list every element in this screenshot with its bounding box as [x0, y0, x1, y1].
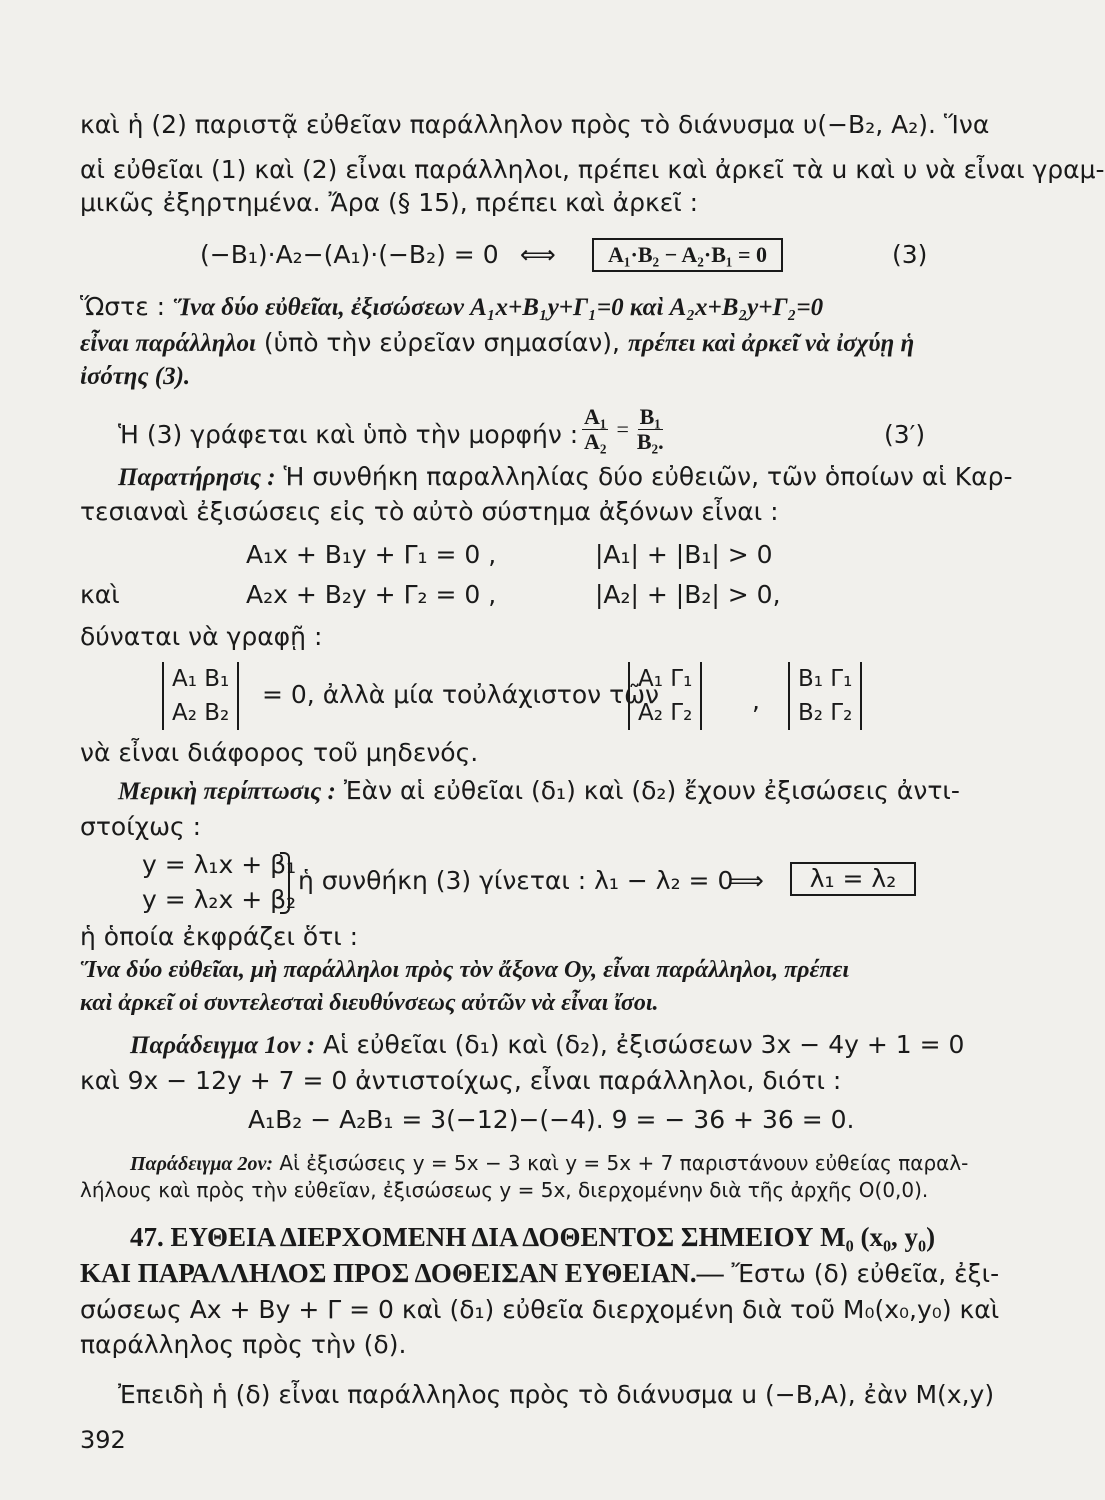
- example2-line-2: λήλους καὶ πρὸς τὴν εὐθεῖαν, ἐξισώσεως y = 5x, διερχομένην διὰ τῆς ἀρχῆς O(0,0).: [80, 1178, 929, 1202]
- system-eq-1: A₁x + B₁y + Γ₁ = 0 ,: [246, 540, 497, 569]
- intro-line-3: μικῶς ἐξηρτημένα. Ἄρα (§ 15), πρέπει καὶ ἀρκεῖ :: [80, 188, 699, 217]
- fraction-b: $\frac{\text{B₁}}{\text{B₂.}}$: [636, 404, 664, 454]
- special-brace: [280, 852, 290, 914]
- hoste-label: Ὥστε :: [80, 292, 166, 321]
- intro-line-2: αἱ εὐθεῖαι (1) καὶ (2) εἶναι παράλληλοι, πρέπει καὶ ἀρκεῖ τὰ u καὶ υ νὰ εἶναι γραμ-: [80, 155, 1105, 184]
- example2-title: Παράδειγμα 2ον:: [130, 1153, 274, 1175]
- system-cond-1: |A₁| + |B₁| > 0: [595, 540, 773, 569]
- intro-line-1: καὶ ἡ (2) παριστᾷ εὐθεῖαν παράλληλον πρὸς τὸ διάνυσμα υ(−B₂, A₂). Ἵνα: [80, 110, 990, 139]
- special-arrow: ⟹: [728, 866, 764, 895]
- system-kai: καὶ: [80, 580, 120, 609]
- example2-text-1: Αἱ ἐξισώσεις y = 5x − 3 καὶ y = 5x + 7 παριστάνουν εὐθείας παραλ-: [279, 1151, 969, 1175]
- system-eq-2: A₂x + B₂y + Γ₂ = 0 ,: [246, 580, 497, 609]
- equation-3p-fraction: $\frac{\text{A₁}}{\text{A₂}}$ = $\frac{\text{B₁}}{\text{B₂.}}$: [584, 404, 664, 454]
- remark-line-2: τεσιαναὶ ἐξισώσεις εἰς τὸ αὐτὸ σύστημα ἀξόνων εἶναι :: [80, 497, 779, 526]
- special-y2: y = λ₂x + β₂: [142, 885, 297, 914]
- hoste-statement: Ἵνα δύο εὐθεῖαι, ἐξισώσεων A₁x+B₁y+Γ₁=0 καὶ A₂x+B₂y+Γ₂=0: [173, 294, 824, 321]
- system-cond-2: |A₂| + |B₂| > 0,: [595, 580, 781, 609]
- page-number: 392: [80, 1426, 126, 1454]
- special-line-3: ἡ ὁποία ἐκφράζει ὅτι :: [80, 922, 359, 951]
- section-47-heading-2: [80, 1258, 999, 1289]
- example1-line-1: [130, 1030, 964, 1061]
- determinant-text: = 0, ἀλλὰ μία τοὐλάχιστον τῶν: [262, 680, 660, 709]
- example1-calc: A₁B₂ − A₂B₁ = 3(−12)−(−4). 9 = − 36 + 36 = 0.: [248, 1105, 855, 1134]
- hoste-sense: (ὑπὸ τὴν εὐρεῖαν σημασίαν),: [263, 328, 620, 357]
- equation-3-boxed: A₁·B₂ − A₂·B₁ = 0: [592, 238, 783, 272]
- example1-line-2: καὶ 9x − 12y + 7 = 0 ἀντιστοίχως, εἶναι παράλληλοι, διότι :: [80, 1066, 842, 1095]
- remark-line-4: νὰ εἶναι διάφορος τοῦ μηδενός.: [80, 738, 479, 767]
- remark-line-3: δύναται νὰ γραφῇ :: [80, 622, 323, 651]
- hoste-parallel: εἶναι παράλληλοι: [80, 330, 256, 357]
- special-boxed: λ₁ = λ₂: [790, 862, 916, 896]
- equation-3-arrow: ⟺: [520, 240, 556, 269]
- section-47-line-3: σώσεως Ax + By + Γ = 0 καὶ (δ₁) εὐθεῖα διερχομένη διὰ τοῦ M₀(x₀,y₀) καὶ: [80, 1295, 1000, 1324]
- hoste-condition: πρέπει καὶ ἀρκεῖ νὰ ἰσχύῃ ἡ: [627, 330, 915, 357]
- remark-text-1: Ἡ συνθήκη παραλληλίας δύο εὐθειῶν, τῶν ὁποίων αἱ Καρ-: [283, 462, 1013, 491]
- fraction-a: $\frac{\text{A₁}}{\text{A₂}}$: [584, 404, 607, 454]
- remark-title: Παρατήρησις :: [118, 464, 276, 491]
- determinant-ab: A₁ B₁ A₂ B₂: [162, 662, 239, 730]
- special-title: Μερικὴ περίπτωσις :: [118, 778, 336, 805]
- equation-3p-label: (3′): [884, 420, 926, 449]
- example1-text-1: Αἱ εὐθεῖαι (δ₁) καὶ (δ₂), ἐξισώσεων 3x − 4y + 1 = 0: [323, 1030, 965, 1059]
- section-47-heading-2-bold: ΚΑΙ ΠΑΡΑΛΛΗΛΟΣ ΠΡΟΣ ΔΟΘΕΙΣΑΝ ΕΥΘΕΙΑΝ.—: [80, 1258, 724, 1288]
- special-line-2: στοίχως :: [80, 812, 202, 841]
- equation-3-label: (3): [892, 240, 928, 269]
- example1-title: Παράδειγμα 1ον :: [130, 1032, 316, 1059]
- section-47-heading-1: 47. ΕΥΘΕΙΑ ΔΙΕΡΧΟΜΕΝΗ ΔΙΑ ΔΟΘΕΝΤΟΣ ΣΗΜΕΙΟΥ M₀ (x₀, y₀): [130, 1222, 936, 1252]
- special-y1: y = λ₁x + β₁: [142, 850, 297, 879]
- remark-line-1: [118, 462, 1012, 493]
- special-line-1: [118, 776, 960, 807]
- equation-3-left: (−B₁)·A₂−(A₁)·(−B₂) = 0: [200, 240, 499, 269]
- special-condition: ἡ συνθήκη (3) γίνεται : λ₁ − λ₂ = 0: [298, 866, 734, 895]
- section-47-heading-2-rest: Ἔστω (δ) εὐθεῖα, ἐξι-: [731, 1259, 1000, 1288]
- hoste-line-2: [80, 328, 914, 359]
- equation-3p-text: Ἡ (3) γράφεται καὶ ὑπὸ τὴν μορφήν :: [118, 420, 579, 449]
- example2-line-1: [130, 1150, 968, 1177]
- determinant-bg: B₁ Γ₁ B₂ Γ₂: [788, 662, 862, 730]
- section-47-line-5: Ἐπειδὴ ἡ (δ) εἶναι παράλληλος πρὸς τὸ διάνυσμα u (−B,A), ἐὰν M(x,y): [118, 1380, 995, 1409]
- special-bold-2: καὶ ἀρκεῖ οἱ συντελεσταὶ διευθύνσεως αὐτῶν νὰ εἶναι ἴσοι.: [80, 990, 659, 1016]
- special-text-1: Ἐὰν αἱ εὐθεῖαι (δ₁) καὶ (δ₂) ἔχουν ἐξισώσεις ἀντι-: [343, 776, 960, 805]
- determinant-comma: ,: [752, 686, 760, 715]
- determinant-ag: A₁ Γ₁ A₂ Γ₂: [628, 662, 702, 730]
- section-47-line-4: παράλληλος πρὸς τὴν (δ).: [80, 1330, 407, 1359]
- hoste-line-3: ἰσότης (3).: [80, 363, 191, 390]
- hoste-line-1: [80, 292, 823, 323]
- special-bold-1: Ἵνα δύο εὐθεῖαι, μὴ παράλληλοι πρὸς τὸν ἄξονα Oy, εἶναι παράλληλοι, πρέπει: [80, 957, 849, 983]
